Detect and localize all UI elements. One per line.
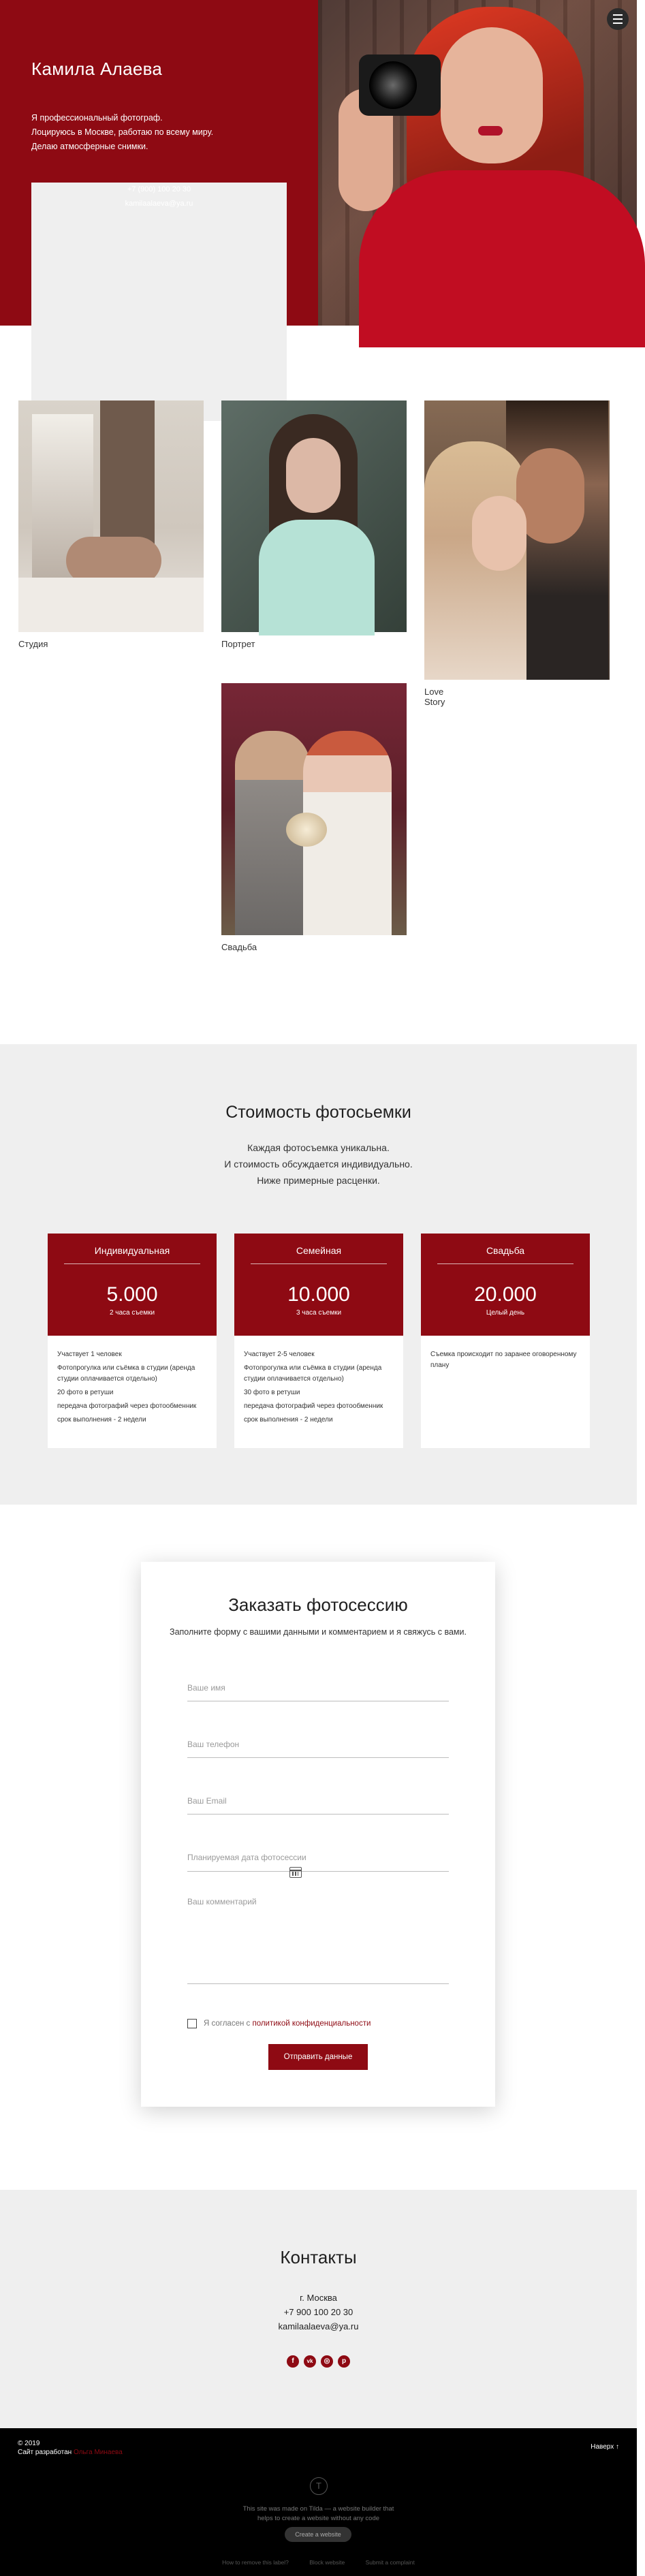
- price-card-name: Семейная: [296, 1245, 342, 1256]
- remove-label-link[interactable]: How to remove this label?: [222, 2559, 289, 2566]
- feature-item: Участвует 2-5 человек: [244, 1351, 315, 1358]
- feature-item: 30 фото в ретуши: [244, 1389, 300, 1396]
- pricing-subtitle-line: И стоимость обсуждается индивидуально.: [224, 1159, 413, 1169]
- calendar-icon[interactable]: [289, 1867, 302, 1878]
- hero-intro-line: Я профессиональный фотограф.: [31, 113, 163, 123]
- portrait-photo[interactable]: [221, 400, 407, 632]
- feature-item: срок выполнения - 2 недели: [244, 1416, 333, 1424]
- hero-intro-line: Лоцируюсь в Москве, работаю по всему миру.: [31, 127, 214, 137]
- comment-textarea[interactable]: [187, 1897, 449, 1984]
- hero-photo: [318, 0, 637, 326]
- scroll-top-label: Наверх: [591, 2443, 614, 2451]
- hero-text-panel: [0, 0, 318, 326]
- menu-icon[interactable]: [607, 8, 629, 30]
- contacts-phone[interactable]: +7 900 100 20 30: [283, 2307, 353, 2317]
- price-card-wedding: [421, 1234, 590, 1448]
- made-line: This site was made on Tilda — a website builder that: [242, 2505, 394, 2513]
- price-card-price: 10.000: [287, 1283, 350, 1306]
- price-card-name: Индивидуальная: [94, 1245, 170, 1256]
- pricing-subtitle-line: Ниже примерные расценки.: [257, 1175, 380, 1186]
- submit-complaint-link[interactable]: Submit a complaint: [365, 2559, 415, 2566]
- pricing-title: Стоимость фотосьемки: [225, 1103, 411, 1122]
- contacts-title: Контакты: [280, 2247, 357, 2267]
- consent-checkbox[interactable]: [187, 2019, 197, 2028]
- arrow-up-icon: ↑: [616, 2443, 619, 2451]
- feature-item: 20 фото в ретуши: [57, 1389, 114, 1396]
- made-line: helps to create a website without any code: [257, 2515, 380, 2522]
- price-card-price: 20.000: [474, 1283, 537, 1306]
- order-subtitle: Заполните форму с вашими данными и комментарием и я свяжусь с вами.: [170, 1627, 467, 1637]
- feature-item: передача фотографий через фотообменник: [244, 1402, 383, 1410]
- gallery-section: [0, 326, 637, 1044]
- love-story-photo[interactable]: [424, 400, 610, 680]
- footer-developer: [18, 2449, 123, 2456]
- developer-prefix: Сайт разработан: [18, 2449, 72, 2456]
- contacts-email[interactable]: kamilaalaeva@ya.ru: [278, 2321, 359, 2331]
- hero-email[interactable]: kamilaalaeva@ya.ru: [125, 200, 193, 208]
- wedding-photo[interactable]: [221, 683, 407, 935]
- hero-intro-line: Делаю атмосферные снимки.: [31, 142, 148, 151]
- contacts-section: [0, 2190, 637, 2428]
- block-website-link[interactable]: Block website: [309, 2559, 345, 2566]
- feature-item: Съемка происходит по заранее оговоренному плану: [430, 1351, 577, 1369]
- order-form: [141, 1562, 495, 2107]
- price-card-unit: 3 часа съемки: [296, 1309, 342, 1317]
- price-card-name: Свадьба: [486, 1245, 525, 1256]
- price-card-price: 5.000: [106, 1283, 158, 1306]
- instagram-icon[interactable]: ◎: [321, 2355, 333, 2368]
- developer-link[interactable]: Ольга Минаева: [73, 2449, 123, 2456]
- gallery-caption: Студия: [18, 639, 48, 649]
- studio-photo[interactable]: [18, 400, 204, 632]
- hero-intro: [31, 111, 287, 154]
- tilda-logo-icon: T: [310, 2477, 328, 2495]
- consent-text: Я согласен с: [204, 2020, 251, 2028]
- gallery-caption: Love Story: [424, 687, 445, 707]
- pricing-subtitle-line: Каждая фотосъемка уникальна.: [247, 1142, 390, 1153]
- feature-item: срок выполнения - 2 недели: [57, 1416, 146, 1424]
- pricing-section: [0, 1044, 637, 1505]
- consent-label: [204, 2020, 371, 2028]
- feature-item: Фотопрогулка или съёмка в студии (аренда студии оплачивается отдельно): [57, 1364, 195, 1383]
- tilda-made-text: [0, 2504, 637, 2524]
- facebook-icon[interactable]: f: [287, 2355, 299, 2368]
- feature-item: передача фотографий через фотообменник: [57, 1402, 197, 1410]
- tilda-links: [0, 2559, 637, 2566]
- hero-title: Камила Алаева: [31, 59, 163, 79]
- date-input[interactable]: [187, 1843, 449, 1872]
- hero-section: [0, 0, 637, 326]
- pricing-subtitle: [0, 1140, 637, 1189]
- price-card-features: [48, 1336, 217, 1426]
- price-card-features: [234, 1336, 403, 1426]
- contacts-city: г. Москва: [300, 2293, 337, 2303]
- order-section: [0, 1505, 637, 2190]
- order-title: Заказать фотосессию: [228, 1595, 408, 1615]
- feature-item: Фотопрогулка или съёмка в студии (аренда студии оплачивается отдельно): [244, 1364, 382, 1383]
- price-card-unit: Целый день: [486, 1309, 525, 1317]
- price-card-family: [234, 1234, 403, 1448]
- phone-input[interactable]: [187, 1731, 449, 1758]
- vk-icon[interactable]: vk: [304, 2355, 316, 2368]
- create-website-button[interactable]: Create a website: [285, 2527, 351, 2542]
- footer-copyright: © 2019: [18, 2440, 40, 2447]
- social-links: [0, 2355, 637, 2368]
- price-card-individual: [48, 1234, 217, 1448]
- hero-phone[interactable]: +7 (900) 100 20 30: [127, 185, 191, 193]
- gallery-caption: Портрет: [221, 639, 255, 649]
- submit-button[interactable]: Отправить данные: [268, 2044, 368, 2070]
- scroll-to-top-button[interactable]: [591, 2443, 619, 2451]
- feature-item: Участвует 1 человек: [57, 1351, 122, 1358]
- gallery-caption: Свадьба: [221, 942, 257, 952]
- email-input[interactable]: [187, 1787, 449, 1815]
- pinterest-icon[interactable]: p: [338, 2355, 350, 2368]
- privacy-policy-link[interactable]: политикой конфиденциальности: [252, 2020, 371, 2028]
- name-input[interactable]: [187, 1674, 449, 1701]
- price-card-unit: 2 часа съемки: [109, 1309, 155, 1317]
- price-card-features: [421, 1336, 590, 1371]
- footer: [0, 2428, 637, 2576]
